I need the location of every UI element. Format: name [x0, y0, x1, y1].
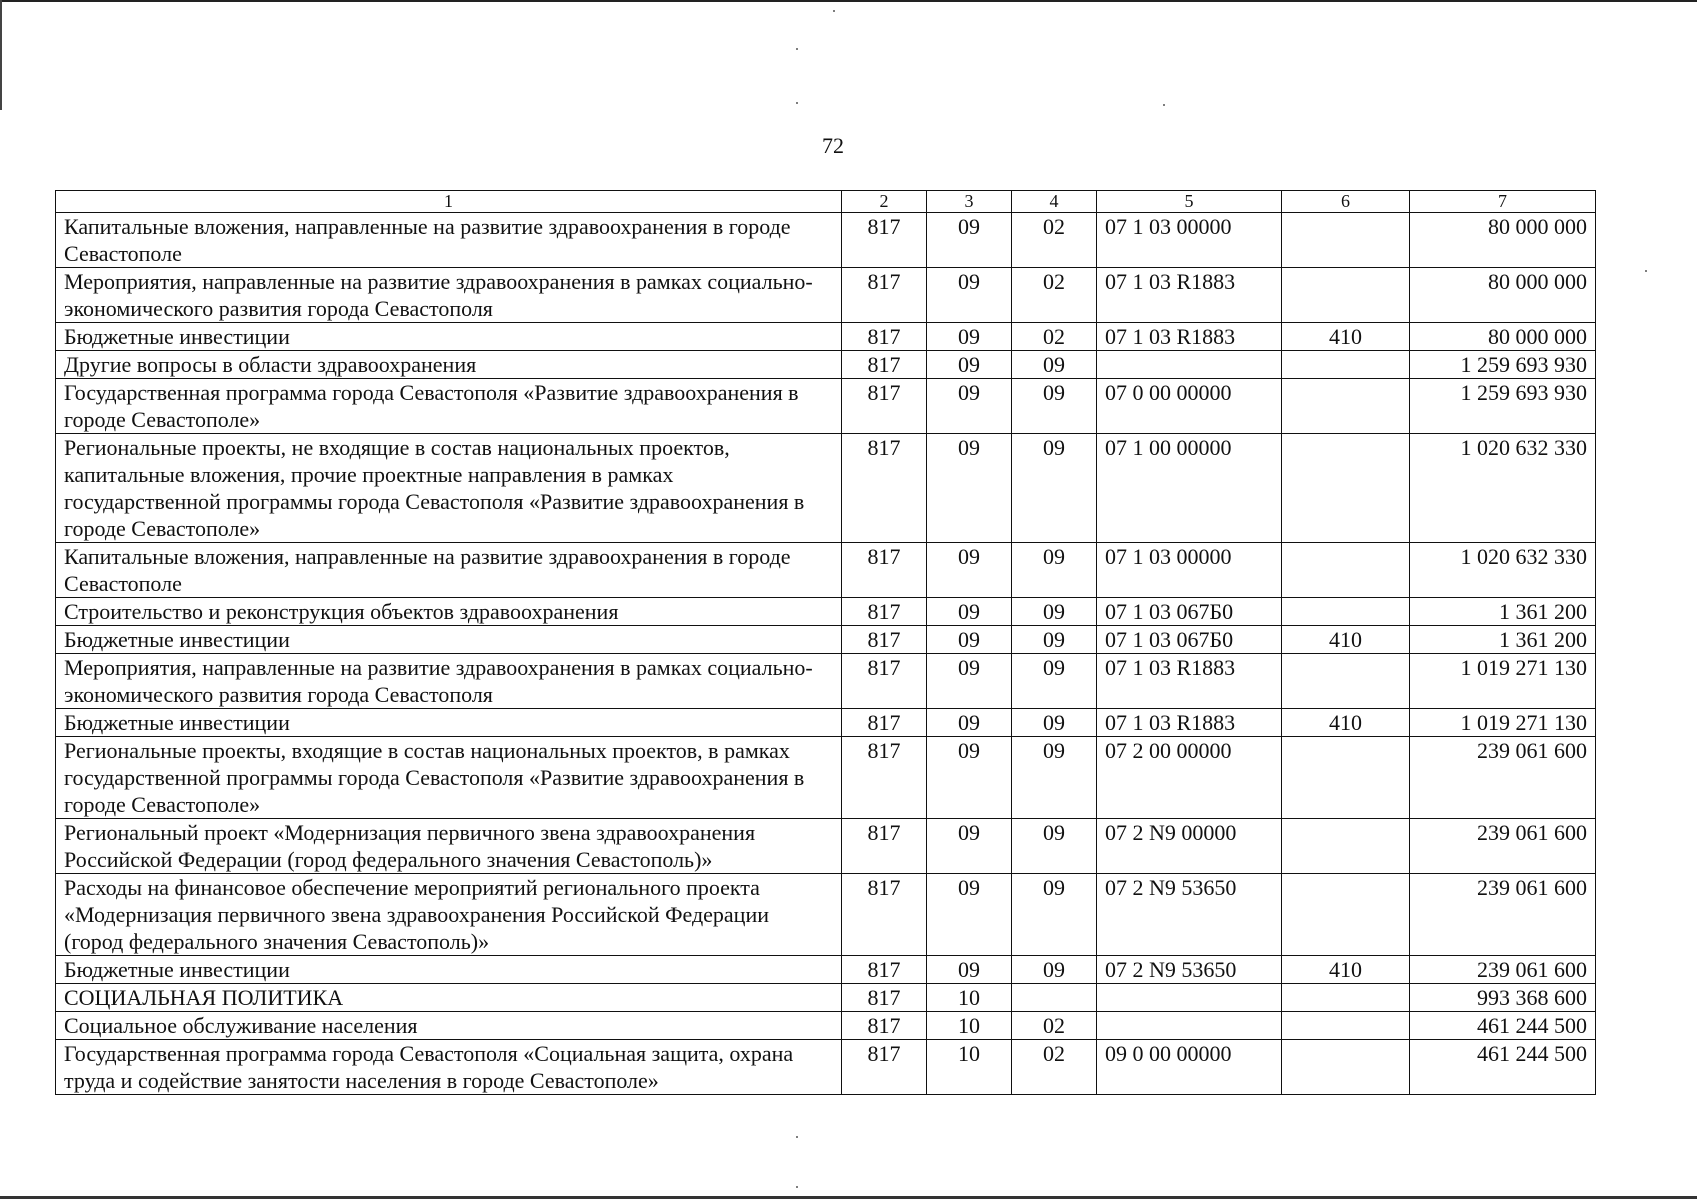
section-cell: 09 [927, 956, 1012, 984]
admin-code-cell: 817 [842, 543, 927, 598]
item-name-cell: Строительство и реконструкция объектов здравоохранения [56, 598, 842, 626]
section-cell: 09 [927, 213, 1012, 268]
section-cell: 09 [927, 351, 1012, 379]
header-cell: 1 [56, 191, 842, 213]
admin-code-cell: 817 [842, 351, 927, 379]
admin-code-cell: 817 [842, 213, 927, 268]
target-article-cell: 07 2 00 00000 [1097, 737, 1282, 819]
item-name-cell: СОЦИАЛЬНАЯ ПОЛИТИКА [56, 984, 842, 1012]
item-name-cell: Другие вопросы в области здравоохранения [56, 351, 842, 379]
admin-code-cell: 817 [842, 1012, 927, 1040]
admin-code-cell: 817 [842, 598, 927, 626]
target-article-cell: 07 0 00 00000 [1097, 379, 1282, 434]
amount-cell: 1 019 271 130 [1410, 709, 1596, 737]
table-row [56, 626, 1596, 654]
item-name-cell: Региональные проекты, не входящие в состав национальных проектов, капитальные вложения, прочие проектные направления в рамках государственной программы города Севастополя «Развитие здравоохранения в городе Севастополе» [56, 434, 842, 543]
page-number: 72 [822, 133, 844, 158]
amount-cell: 239 061 600 [1410, 956, 1596, 984]
expense-type-cell [1282, 543, 1410, 598]
table-row [56, 598, 1596, 626]
expense-type-cell: 410 [1282, 626, 1410, 654]
target-article-cell: 07 1 00 00000 [1097, 434, 1282, 543]
section-cell: 09 [927, 626, 1012, 654]
item-name-cell: Региональные проекты, входящие в состав национальных проектов, в рамках государственной программы города Севастополя «Развитие здравоохранения в городе Севастополе» [56, 737, 842, 819]
table-row [56, 323, 1596, 351]
table-row [56, 1012, 1596, 1040]
amount-cell: 80 000 000 [1410, 323, 1596, 351]
item-name-cell: Государственная программа города Севастополя «Развитие здравоохранения в городе Севастополе» [56, 379, 842, 434]
expense-type-cell [1282, 1040, 1410, 1095]
expense-type-cell [1282, 737, 1410, 819]
subsection-cell: 09 [1012, 819, 1097, 874]
admin-code-cell: 817 [842, 874, 927, 956]
expense-type-cell [1282, 213, 1410, 268]
target-article-cell [1097, 984, 1282, 1012]
expense-type-cell [1282, 379, 1410, 434]
table-row [56, 956, 1596, 984]
scan-speck [833, 10, 835, 12]
budget-table [55, 190, 1596, 1095]
amount-cell: 239 061 600 [1410, 737, 1596, 819]
section-cell: 09 [927, 819, 1012, 874]
table-row [56, 351, 1596, 379]
admin-code-cell: 817 [842, 819, 927, 874]
target-article-cell: 07 1 03 R1883 [1097, 268, 1282, 323]
item-name-cell: Региональный проект «Модернизация первичного звена здравоохранения Российской Федерации (город федерального значения Севастополь)» [56, 819, 842, 874]
item-name-cell: Капитальные вложения, направленные на развитие здравоохранения в городе Севастополе [56, 543, 842, 598]
scan-speck [1163, 104, 1165, 106]
scan-speck [796, 48, 798, 50]
section-cell: 09 [927, 598, 1012, 626]
scan-speck [796, 102, 798, 104]
section-cell: 09 [927, 379, 1012, 434]
target-article-cell: 09 0 00 00000 [1097, 1040, 1282, 1095]
item-name-cell: Бюджетные инвестиции [56, 323, 842, 351]
table-body [56, 213, 1596, 1095]
expense-type-cell [1282, 268, 1410, 323]
expense-type-cell [1282, 1012, 1410, 1040]
expense-type-cell: 410 [1282, 323, 1410, 351]
scan-border-bottom [0, 1196, 1697, 1199]
admin-code-cell: 817 [842, 737, 927, 819]
target-article-cell: 07 1 03 00000 [1097, 543, 1282, 598]
header-cell: 6 [1282, 191, 1410, 213]
admin-code-cell: 817 [842, 379, 927, 434]
admin-code-cell: 817 [842, 268, 927, 323]
subsection-cell: 09 [1012, 874, 1097, 956]
amount-cell: 461 244 500 [1410, 1040, 1596, 1095]
subsection-cell: 09 [1012, 737, 1097, 819]
expense-type-cell: 410 [1282, 709, 1410, 737]
amount-cell: 239 061 600 [1410, 819, 1596, 874]
scan-speck [796, 1136, 798, 1138]
table-row [56, 709, 1596, 737]
expense-type-cell [1282, 598, 1410, 626]
subsection-cell: 02 [1012, 1040, 1097, 1095]
section-cell: 09 [927, 268, 1012, 323]
scan-speck [796, 1186, 798, 1188]
amount-cell: 1 259 693 930 [1410, 351, 1596, 379]
section-cell: 10 [927, 1040, 1012, 1095]
amount-cell: 80 000 000 [1410, 213, 1596, 268]
item-name-cell: Бюджетные инвестиции [56, 709, 842, 737]
expense-type-cell [1282, 819, 1410, 874]
target-article-cell: 07 1 03 R1883 [1097, 709, 1282, 737]
table-row [56, 268, 1596, 323]
table-row [56, 434, 1596, 543]
item-name-cell: Мероприятия, направленные на развитие здравоохранения в рамках социально-экономического развития города Севастополя [56, 654, 842, 709]
expense-type-cell [1282, 351, 1410, 379]
admin-code-cell: 817 [842, 709, 927, 737]
amount-cell: 1 361 200 [1410, 626, 1596, 654]
expense-type-cell: 410 [1282, 956, 1410, 984]
subsection-cell: 02 [1012, 268, 1097, 323]
table-row [56, 874, 1596, 956]
header-cell: 2 [842, 191, 927, 213]
subsection-cell: 09 [1012, 709, 1097, 737]
target-article-cell: 07 2 N9 53650 [1097, 874, 1282, 956]
subsection-cell: 09 [1012, 351, 1097, 379]
expense-type-cell [1282, 984, 1410, 1012]
table-row [56, 737, 1596, 819]
target-article-cell: 07 2 N9 53650 [1097, 956, 1282, 984]
table-row [56, 379, 1596, 434]
item-name-cell: Расходы на финансовое обеспечение мероприятий регионального проекта «Модернизация первичного звена здравоохранения Российской Федерации (город федерального значения Севастополь)» [56, 874, 842, 956]
target-article-cell: 07 2 N9 00000 [1097, 819, 1282, 874]
target-article-cell: 07 1 03 R1883 [1097, 654, 1282, 709]
amount-cell: 80 000 000 [1410, 268, 1596, 323]
target-article-cell: 07 1 03 067Б0 [1097, 598, 1282, 626]
section-cell: 09 [927, 323, 1012, 351]
subsection-cell: 09 [1012, 654, 1097, 709]
section-cell: 10 [927, 984, 1012, 1012]
header-cell: 4 [1012, 191, 1097, 213]
section-cell: 09 [927, 434, 1012, 543]
scan-border-left [0, 0, 2, 110]
scan-border-top [0, 0, 1697, 2]
amount-cell: 461 244 500 [1410, 1012, 1596, 1040]
item-name-cell: Бюджетные инвестиции [56, 956, 842, 984]
admin-code-cell: 817 [842, 654, 927, 709]
target-article-cell: 07 1 03 067Б0 [1097, 626, 1282, 654]
table-row [56, 213, 1596, 268]
admin-code-cell: 817 [842, 984, 927, 1012]
subsection-cell [1012, 984, 1097, 1012]
subsection-cell: 02 [1012, 213, 1097, 268]
amount-cell: 1 259 693 930 [1410, 379, 1596, 434]
item-name-cell: Государственная программа города Севастополя «Социальная защита, охрана труда и содействие занятости населения в городе Севастополе» [56, 1040, 842, 1095]
admin-code-cell: 817 [842, 323, 927, 351]
subsection-cell: 09 [1012, 543, 1097, 598]
admin-code-cell: 817 [842, 626, 927, 654]
section-cell: 10 [927, 1012, 1012, 1040]
item-name-cell: Бюджетные инвестиции [56, 626, 842, 654]
subsection-cell: 09 [1012, 956, 1097, 984]
table-row [56, 1040, 1596, 1095]
item-name-cell: Мероприятия, направленные на развитие здравоохранения в рамках социально-экономического развития города Севастополя [56, 268, 842, 323]
admin-code-cell: 817 [842, 956, 927, 984]
expense-type-cell [1282, 654, 1410, 709]
subsection-cell: 09 [1012, 379, 1097, 434]
table-row [56, 984, 1596, 1012]
table-row [56, 819, 1596, 874]
target-article-cell [1097, 1012, 1282, 1040]
amount-cell: 1 020 632 330 [1410, 434, 1596, 543]
section-cell: 09 [927, 654, 1012, 709]
subsection-cell: 09 [1012, 434, 1097, 543]
header-row [56, 191, 1596, 213]
item-name-cell: Капитальные вложения, направленные на развитие здравоохранения в городе Севастополе [56, 213, 842, 268]
header-cell: 3 [927, 191, 1012, 213]
section-cell: 09 [927, 709, 1012, 737]
scan-speck [1645, 270, 1647, 272]
table-row [56, 654, 1596, 709]
subsection-cell: 09 [1012, 626, 1097, 654]
table-row [56, 543, 1596, 598]
amount-cell: 993 368 600 [1410, 984, 1596, 1012]
section-cell: 09 [927, 874, 1012, 956]
amount-cell: 1 020 632 330 [1410, 543, 1596, 598]
target-article-cell: 07 1 03 R1883 [1097, 323, 1282, 351]
admin-code-cell: 817 [842, 434, 927, 543]
item-name-cell: Социальное обслуживание населения [56, 1012, 842, 1040]
amount-cell: 239 061 600 [1410, 874, 1596, 956]
section-cell: 09 [927, 543, 1012, 598]
expense-type-cell [1282, 434, 1410, 543]
admin-code-cell: 817 [842, 1040, 927, 1095]
subsection-cell: 02 [1012, 323, 1097, 351]
expense-type-cell [1282, 874, 1410, 956]
amount-cell: 1 361 200 [1410, 598, 1596, 626]
header-cell: 5 [1097, 191, 1282, 213]
target-article-cell: 07 1 03 00000 [1097, 213, 1282, 268]
subsection-cell: 09 [1012, 598, 1097, 626]
amount-cell: 1 019 271 130 [1410, 654, 1596, 709]
header-cell: 7 [1410, 191, 1596, 213]
section-cell: 09 [927, 737, 1012, 819]
subsection-cell: 02 [1012, 1012, 1097, 1040]
target-article-cell [1097, 351, 1282, 379]
